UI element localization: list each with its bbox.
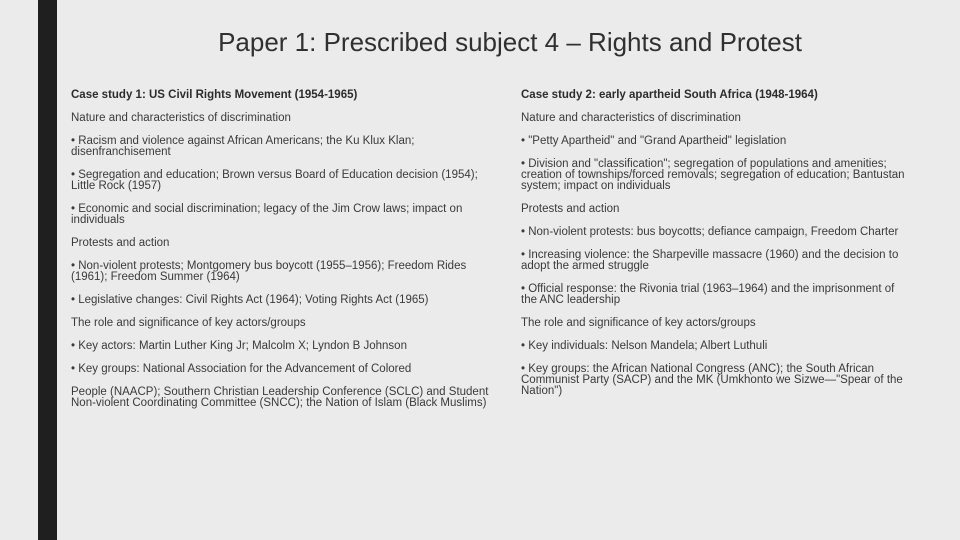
- case-study-1-item: Nature and characteristics of discrimination: [71, 112, 291, 124]
- case-study-2-item: • Official response: the Rivonia trial (1963–1964) and the imprisonment of the ANC leadership: [521, 283, 895, 306]
- case-study-2-heading: Case study 2: early apartheid South Africa (1948-1964): [521, 89, 818, 101]
- case-study-1-item: • Legislative changes: Civil Rights Act (1964); Voting Rights Act (1965): [71, 294, 429, 306]
- case-study-2-item: • Key individuals: Nelson Mandela; Albert Luthuli: [521, 340, 768, 352]
- case-study-2-item: • Key groups: the African National Congress (ANC); the South African Communist Party (SACP) and the MK (Umkhonto we Sizwe—"Spear of the Nation"): [521, 363, 903, 397]
- case-study-1-item: • Racism and violence against African Americans; the Ku Klux Klan; disenfranchisement: [71, 135, 415, 158]
- case-study-2-item: • Increasing violence: the Sharpeville massacre (1960) and the decision to adopt the armed struggle: [521, 249, 899, 272]
- case-study-1-item: • Segregation and education; Brown versus Board of Education decision (1954); Little Rock (1957): [71, 169, 478, 192]
- case-study-2-item: Nature and characteristics of discrimination: [521, 112, 741, 124]
- case-study-2-item: Protests and action: [521, 203, 620, 215]
- case-study-2-column: [521, 90, 911, 409]
- case-study-1-item: • Key groups: National Association for the Advancement of Colored: [71, 363, 412, 375]
- case-study-1-column: [71, 90, 491, 421]
- case-study-1-heading: Case study 1: US Civil Rights Movement (1954-1965): [71, 89, 358, 101]
- case-study-2-item: • "Petty Apartheid" and "Grand Apartheid" legislation: [521, 135, 787, 147]
- side-accent-bar: [38, 0, 57, 540]
- case-study-1-item: • Key actors: Martin Luther King Jr; Malcolm X; Lyndon B Johnson: [71, 340, 407, 352]
- case-study-1-item: • Economic and social discrimination; legacy of the Jim Crow laws; impact on individuals: [71, 203, 463, 226]
- case-study-1-item: • Non-violent protests; Montgomery bus boycott (1955–1956); Freedom Rides (1961); Freedom Summer (1964): [71, 260, 467, 283]
- case-study-1-item: People (NAACP); Southern Christian Leadership Conference (SCLC) and Student Non-violent Coordinating Committee (SNCC); the Nation of Islam (Black Muslims): [71, 386, 489, 409]
- slide-title: Paper 1: Prescribed subject 4 – Rights and Protest: [218, 27, 802, 57]
- case-study-2-item: • Division and "classification"; segregation of populations and amenities; creation of townships/forced removals; segregation of education; Bantustan system; impact on individuals: [521, 158, 905, 192]
- case-study-1-item: Protests and action: [71, 237, 170, 249]
- case-study-2-item: The role and significance of key actors/groups: [521, 317, 756, 329]
- case-study-1-item: The role and significance of key actors/groups: [71, 317, 306, 329]
- case-study-2-item: • Non-violent protests: bus boycotts; defiance campaign, Freedom Charter: [521, 226, 899, 238]
